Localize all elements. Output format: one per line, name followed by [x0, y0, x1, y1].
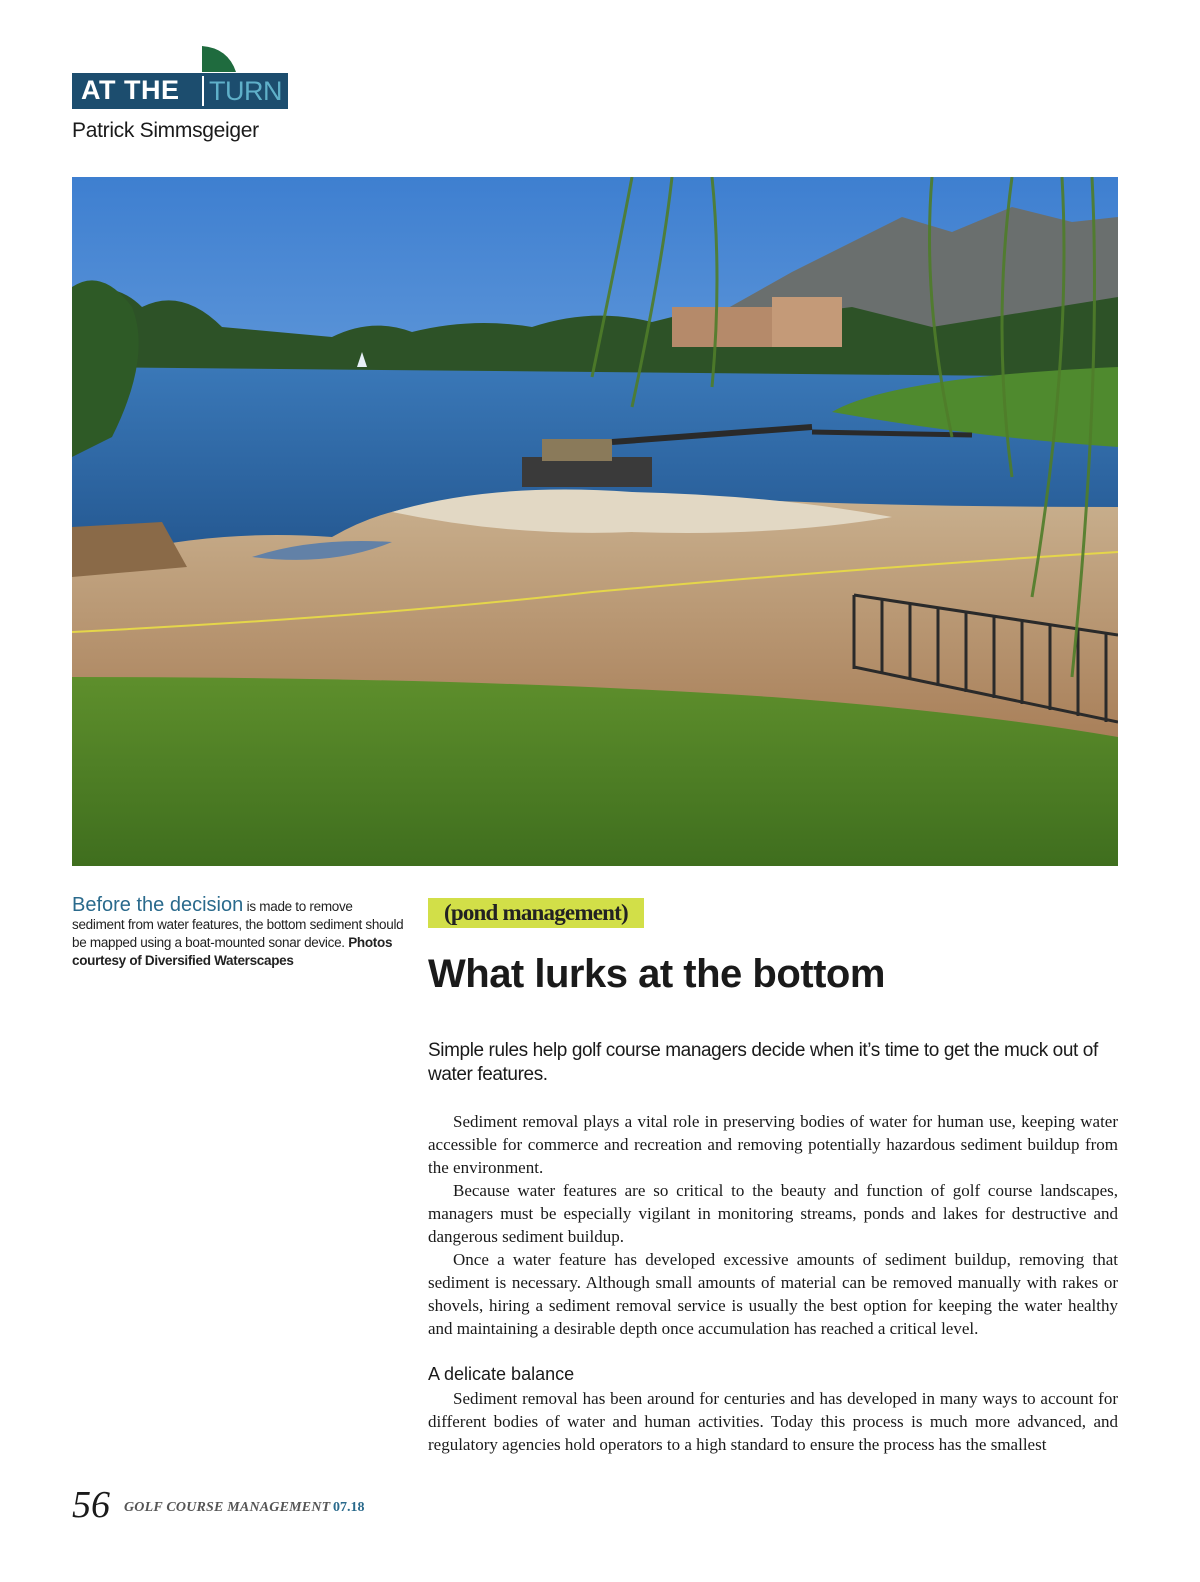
article-deck: Simple rules help golf course managers decide when it’s time to get the muck out of water features.	[428, 1040, 1098, 1085]
publication-name: GOLF COURSE MANAGEMENT	[124, 1500, 331, 1515]
photo-caption	[72, 896, 408, 970]
fin-icon	[202, 46, 236, 72]
body-paragraph: Sediment removal has been around for centuries and has developed in many ways to account for different bodies of water and human activities. Today this process is much more advanced, and regulatory agencies hold operators to a high standard to ensure the process has the smallest	[428, 1389, 1118, 1454]
page-number: 56	[72, 1484, 110, 1526]
body-paragraph: Once a water feature has developed excessive amounts of sediment buildup, removing that sediment is necessary. Although small amounts of material can be removed manually with rakes or shovels, hiring a sediment removal service is usually the best option for keeping the water healthy and maintaining a desirable depth once accumulation has reached a critical level.	[428, 1250, 1118, 1338]
caption-lead: Before the decision	[72, 894, 244, 916]
author-byline: Patrick Simmsgeiger	[72, 119, 259, 142]
body-paragraph: Sediment removal plays a vital role in preserving bodies of water for human use, keeping water accessible for commerce and recreation and removing potentially hazardous sediment buildup from the environment.	[428, 1112, 1118, 1177]
caption-text: is made to remove sediment from water features, the bottom sediment should be mapped using a boat-mounted sonar device.	[72, 899, 404, 950]
logo-secondary-text: TURN	[209, 76, 282, 106]
article-subhead: A delicate balance	[428, 1364, 575, 1384]
body-paragraph: Because water features are so critical to the beauty and function of golf course landscapes, managers must be especially vigilant in monitoring streams, ponds and lakes for destructive and dangerous sediment buildup.	[428, 1181, 1118, 1246]
logo-primary-text: AT THE	[81, 75, 180, 105]
article-body-continued	[428, 1387, 1118, 1456]
pond-with-exposed-sediment-icon	[72, 177, 1118, 866]
issue-date: 07.18	[333, 1500, 365, 1515]
article-body	[428, 1110, 1118, 1340]
article-headline: What lurks at the bottom	[428, 952, 885, 996]
section-logo	[72, 46, 288, 110]
feature-photo	[72, 177, 1118, 866]
logo-divider	[202, 76, 204, 106]
photo-credit: Photos courtesy of Diversified Waterscapes	[72, 935, 393, 968]
section-kicker: (pond management)	[428, 898, 644, 928]
